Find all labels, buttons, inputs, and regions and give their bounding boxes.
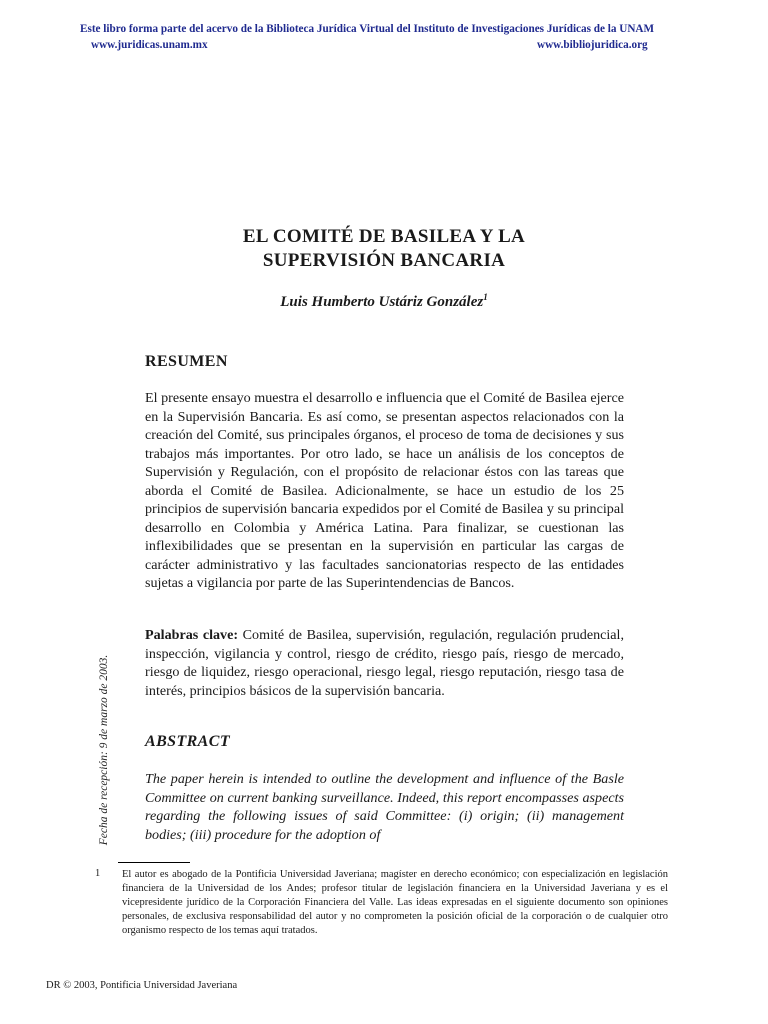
bibliojuridica-link[interactable]: www.bibliojuridica.org (537, 39, 648, 51)
footnote-divider (118, 862, 190, 863)
article-title-line-2: SUPERVISIÓN BANCARIA (262, 250, 506, 271)
reception-date-note (98, 655, 110, 846)
keywords-paragraph (145, 626, 624, 700)
juridicas-link[interactable]: www.juridicas.unam.mx (91, 39, 208, 51)
resumen-heading: RESUMEN (145, 353, 228, 370)
reception-date-text: Fecha de recepción: 9 de marzo de 2003. (98, 654, 110, 846)
author-footnote-ref[interactable]: 1 (483, 292, 488, 302)
resumen-paragraph: El presente ensayo muestra el desarrollo e influencia que el Comité de Basilea ejerce en la Supervisión Bancaria. Es así como, se presentan aspectos relacionados con la creación del Comité, sus principales órganos, el proceso de toma de decisiones y sus trabajos más importantes. Por otro lado, se hace un análisis de los conceptos de Supervisión y Regulación, con el propósito de relacionar éstos con las tareas que aborda el Comité de Basilea. Adicionalmente, se hace un estudio de los 25 principios de supervisión bancaria expedidos por el Comité de Basilea y su principal desarrollo en Colombia y América Latina. Para finalizar, se cuestionan las inflexibilidades que se presentan en la supervisión en particular las cargas de carácter administrativo y las facultades sancionatorias respecto de las entidades sujetas a vigilancia por parte de las Superintendencias de Bancos. (145, 390, 624, 591)
article-title-line-1: EL COMITÉ DE BASILEA Y LA (242, 226, 526, 247)
copyright-footer: DR © 2003, Pontificia Universidad Javeriana (46, 980, 238, 991)
footnote-text: El autor es abogado de la Pontificia Universidad Javeriana; magíster en derecho económico; con especialización en legislación financiera de la Universidad de los Andes; profesor titular de legislación financiera en la Universidad Javeriana y es el vicepresidente jurídico de la Corporación Financiera del Valle. Las ideas expresadas en el siguiente documento son opiniones personales, de exclusiva responsabilidad del autor y no comprometen la posición oficial de la corporación o de cualquier otro organismo respecto de los temas aquí tratados. (122, 869, 668, 936)
footnote-number: 1 (95, 868, 101, 879)
keywords-text: Comité de Basilea, supervisión, regulación, regulación prudencial, inspección, vigilancia y control, riesgo de crédito, riesgo país, riesgo de mercado, riesgo de liquidez, riesgo operacional, riesgo legal, riesgo reputación, riesgo tasa de interés, principios básicos de la supervisión bancaria. (145, 627, 625, 699)
author-name-text: Luis Humberto Ustáriz González (280, 294, 484, 310)
abstract-paragraph: The paper herein is intended to outline the development and influence of the Basle Committee on current banking surveillance. Indeed, this report encompasses aspects regarding the following issues of said Committee: (i) origin; (ii) management bodies; (iii) procedure for the adoption of (145, 771, 624, 843)
abstract-heading: ABSTRACT (145, 733, 231, 750)
keywords-label: Palabras clave: (145, 627, 239, 643)
library-notice: Este libro forma parte del acervo de la Biblioteca Jurídica Virtual del Instituto de Investigaciones Jurídicas de la UNAM (80, 23, 655, 35)
author-name (0, 292, 768, 311)
